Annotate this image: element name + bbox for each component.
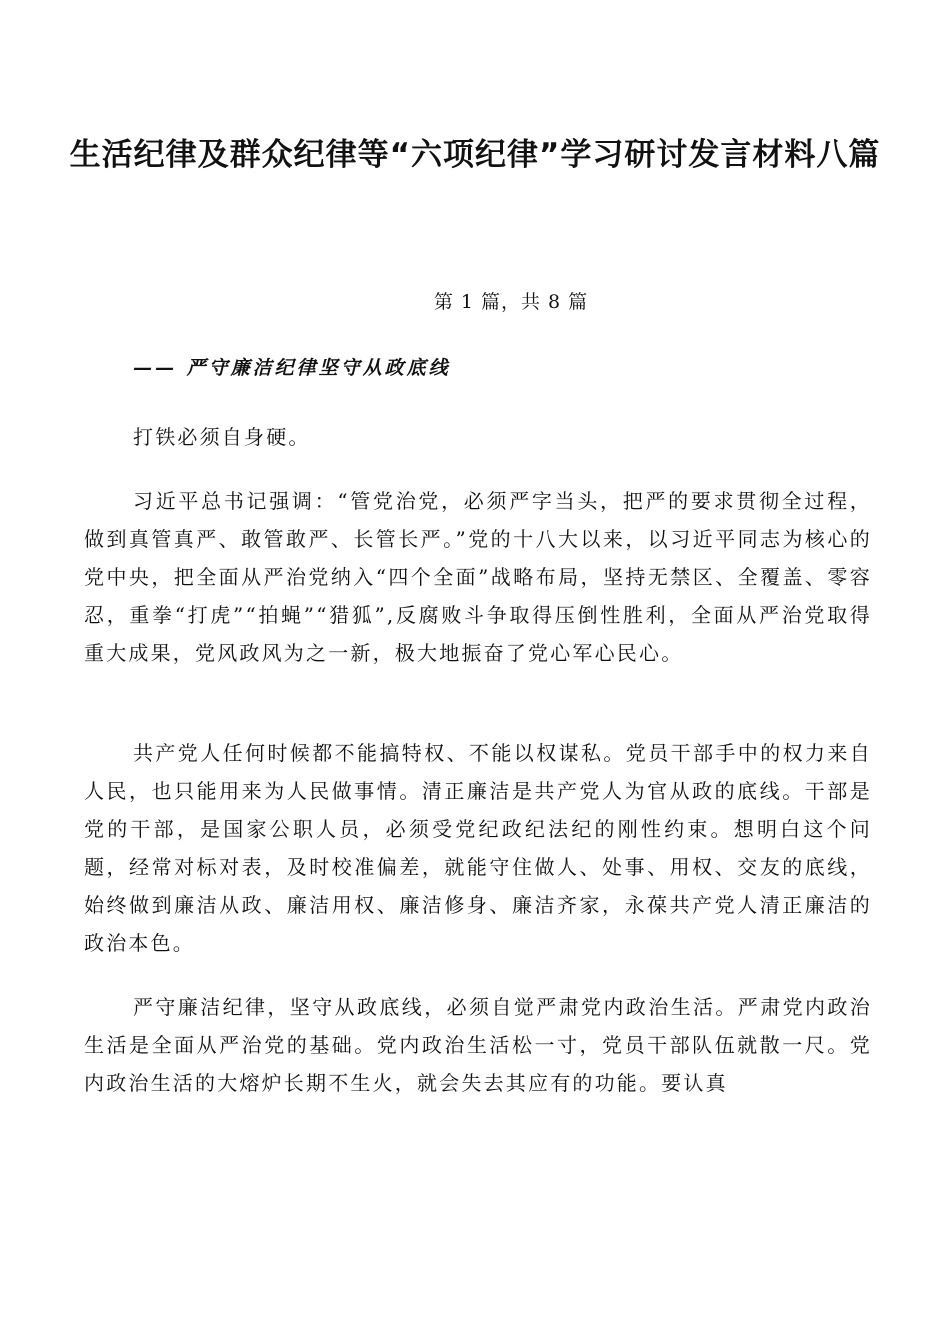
paragraph: 严守廉洁纪律，坚守从政底线，必须自觉严肃党内政治生活。严肃党内政治生活是全面从严治党的基础。党内政治生活松一寸，党员干部队伍就散一尺。党内政治生活的大熔炉长期不生火，就会失去其应有的功能。要认真 [84,995,872,1095]
paragraph: 习近平总书记强调：“管党治党，必须严字当头，把严的要求贯彻全过程，做到真管真严、敢管敢严、长管长严。”党的十八大以来，以习近平同志为核心的党中央，把全面从严治党纳入“四个全面”战略布局，坚持无禁区、全覆盖、零容忍，重拳“打虎”“拍蝇”“猎狐”,反腐败斗争取得压倒性胜利，全面从严治党取得重大成果，党风政风为之一新，极大地振奋了党心军心民心。 [84,489,872,665]
paragraph: 打铁必须自身硬。 [133,425,311,449]
document-title: 生活纪律及群众纪律等“六项纪律”学习研讨发言材料八篇 [69,137,881,173]
paragraph: 共产党人任何时候都不能搞特权、不能以权谋私。党员干部手中的权力来自人民，也只能用来为人民做事情。清正廉洁是共产党人为官从政的底线。干部是党的干部，是国家公职人员，必须受党纪政纪法纪的刚性约束。想明白这个问题，经常对标对表，及时校准偏差，就能守住做人、处事、用权、交友的底线，始终做到廉洁从政、廉洁用权、廉洁修身、廉洁齐家，永葆共产党人清正廉洁的政治本色。 [84,741,872,955]
section-subtitle: —— 严守廉洁纪律坚守从政底线 [133,357,451,379]
page-indicator: 第 1 篇，共 8 篇 [433,291,589,313]
